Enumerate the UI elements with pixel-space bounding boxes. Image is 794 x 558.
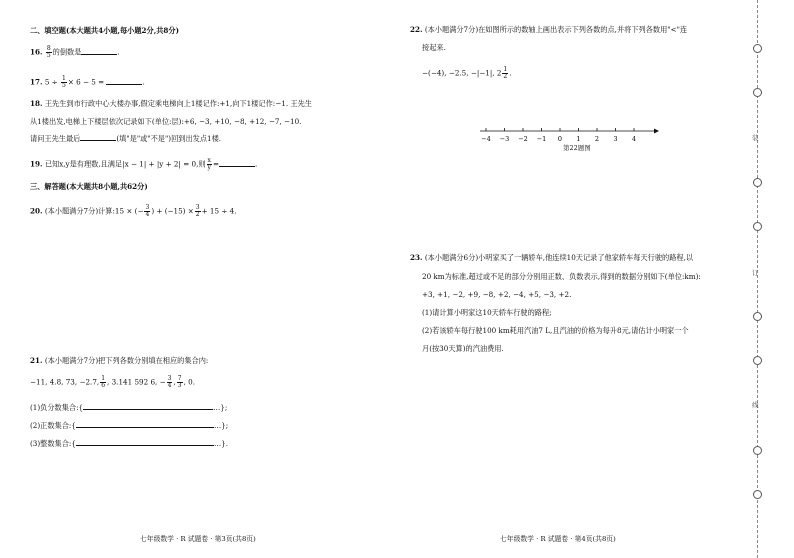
q21-set-negative-fractions: (1)负分数集合:{ …}; (30, 403, 228, 412)
number-line-arrow (654, 129, 659, 134)
number-line-tick-label: −2 (518, 135, 528, 143)
question-18: 18. 王先生到市行政中心大楼办事,假定乘电梯向上1楼记作:+1,向下1楼记作:−1. 王先生 (30, 99, 312, 108)
question-21: 21. (本小题满分7分)把下列各数分别填在相应的集合内: (30, 356, 209, 365)
question-19: 19. 已知x,y是有理数,且满足|x − 1| + |y + 2| = 0,则 $\frac{x}{y}$ = . (30, 157, 258, 171)
binding-hole (753, 88, 762, 97)
binding-char-ding: 订 (752, 269, 759, 277)
question-17: 17. 5 ÷ $\frac{1}{5}$ × 6 − 5 = . (30, 75, 145, 89)
q23-data-line: +3, +1, −2, +9, −8, +2, −4, +5, −3, +2. (422, 290, 572, 299)
q17-fraction: $\frac{1}{5}$ (62, 75, 66, 89)
number-line-ticks (481, 128, 636, 143)
question-16: 16. $\frac{8}{5}$ 的倒数是 . (30, 45, 120, 59)
binding-char-xian: 线 (752, 401, 759, 409)
q18-line-3: 请问王先生最后 (填"是"或"不是")回到出发点1楼. (30, 134, 222, 143)
q22-figure-caption: 第22题图 (563, 144, 591, 152)
q21-set-positive: (2)正数集合:{ …}; (30, 421, 229, 430)
q16-answer-blank[interactable] (81, 54, 117, 55)
number-line-tick-label: −1 (536, 135, 547, 143)
q21-number-list: −11, 4.8, 73, −2.7, $\frac{1}{6}$ , 3.141 592 6, − $\frac{3}{4}$ , $\frac{7}{3}$ , 0. (30, 375, 196, 389)
q22-line-2: 接起来. (422, 43, 446, 52)
q16-fraction: $\frac{8}{5}$ (46, 45, 51, 59)
question-20: 20. (本小题满分7分)计算:15 × (− $\frac{3}{4}$ ) + (−15) × $\frac{3}{2}$ + 15 ÷ 4. (30, 204, 237, 218)
q21-blank-1[interactable] (83, 409, 213, 410)
q23-part-2-cont: 月(按30天算)的汽油费用. (422, 344, 504, 353)
q18-answer-blank[interactable] (80, 140, 116, 141)
number-line-tick-label: 4 (631, 135, 637, 143)
q22-number-list: −(−4), −2.5, −|−1|, 2 $\frac{1}{2}$ . (422, 66, 512, 80)
binding-hole (753, 222, 762, 231)
number-line-tick-label: 0 (557, 135, 563, 143)
binding-hole (753, 356, 762, 365)
question-22: 22. (本小题满分7分)在如图所示的数轴上画出表示下列各数的点,并将下列各数用"<"连 (410, 25, 688, 34)
q19-fraction: $\frac{x}{y}$ (207, 157, 211, 171)
q23-line-2: 20 km为标准,超过或不足的部分分别用正数、负数表示,得到的数据分别如下(单位:km): (422, 272, 701, 281)
page-footer-left: 七年级数学 · R 试题卷 · 第3页(共8页) (140, 535, 256, 543)
q17-answer-blank[interactable] (106, 84, 142, 85)
section-3-heading: 三、解答题(本大题共8小题,共62分) (30, 182, 148, 191)
binding-dashed-line (757, 0, 758, 558)
number-line-tick-label: −4 (481, 135, 491, 143)
q18-line-2: 从1楼出发,电梯上下楼层依次记录如下(单位:层):+6, −3, +10, −8, +12, −7, −10. (30, 117, 302, 126)
binding-char-zhuang: 装 (752, 134, 759, 142)
q23-part-2: (2)若该轿车每行驶100 km耗用汽油7 L,且汽油的价格为每升8元,请估计小明家一个 (422, 326, 689, 335)
page-footer-right: 七年级数学 · R 试题卷 · 第4页(共8页) (500, 535, 616, 543)
q21-set-integers: (3)整数集合:{ …}. (30, 439, 228, 448)
number-line-figure (478, 124, 660, 146)
number-line-tick-label: 3 (613, 135, 618, 143)
q16-number: 16. (30, 47, 43, 57)
number-line-tick-label: 2 (594, 135, 600, 143)
binding-hole (753, 44, 762, 53)
binding-hole (753, 178, 762, 187)
number-line-tick-label: 1 (576, 135, 581, 143)
q23-part-1: (1)请计算小明家这10天轿车行驶的路程; (422, 308, 552, 317)
binding-hole (753, 490, 762, 499)
q21-blank-3[interactable] (76, 445, 214, 446)
binding-hole (753, 312, 762, 321)
binding-hole (753, 446, 762, 455)
q19-answer-blank[interactable] (219, 166, 255, 167)
q21-blank-2[interactable] (76, 427, 214, 428)
question-23: 23. (本小题满分6分)小明家买了一辆轿车,他连续10天记录了他家轿车每天行驶的路程,以 (410, 253, 694, 262)
section-2-heading: 二、填空题(本大题共4小题,每小题2分,共8分) (30, 26, 179, 35)
number-line-tick-label: −3 (499, 135, 510, 143)
